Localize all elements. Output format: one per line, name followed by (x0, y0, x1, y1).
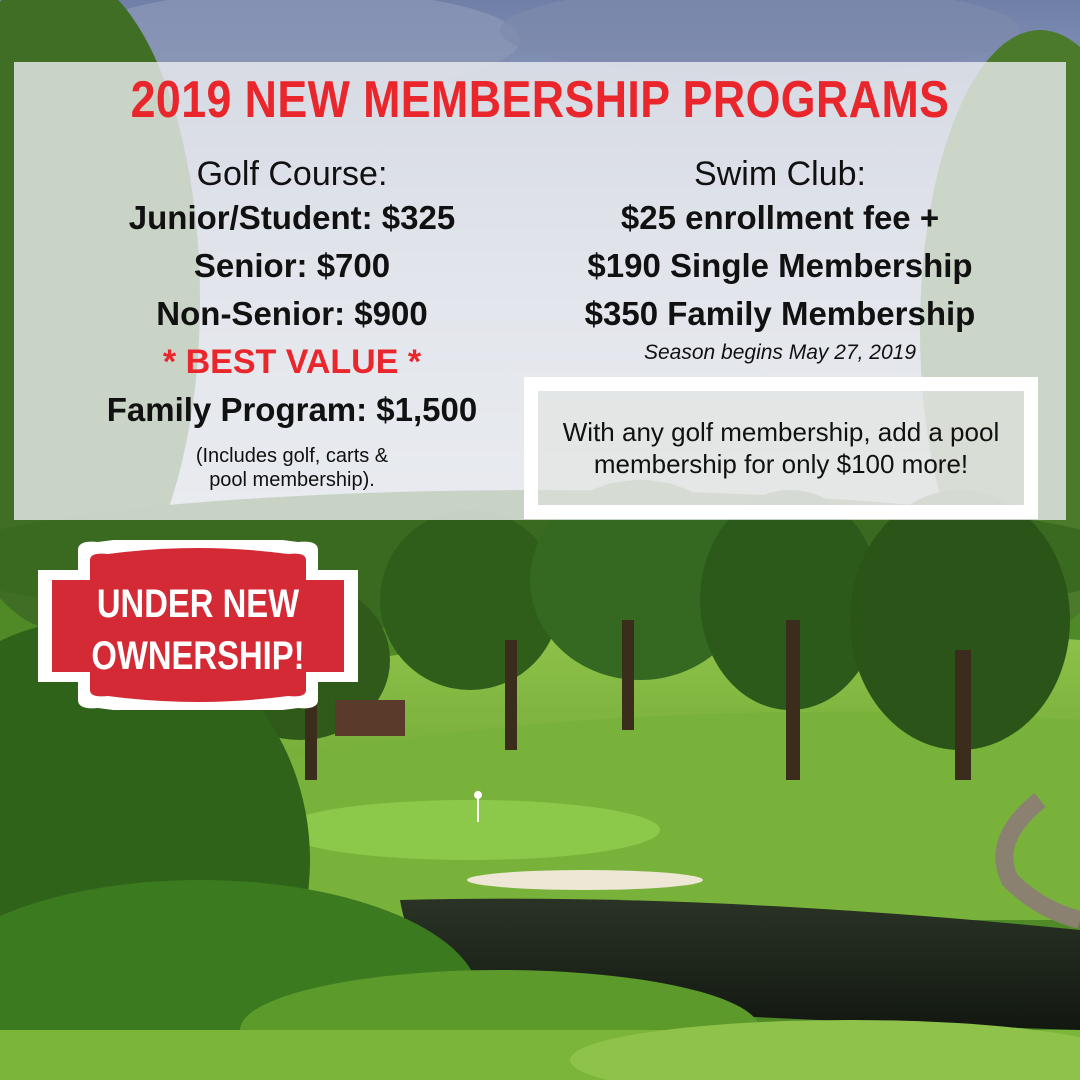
membership-panel (14, 62, 1066, 520)
family-note-line-2: pool membership). (209, 469, 375, 491)
family-note-line-1: (Includes golf, carts & (195, 445, 389, 467)
family-program-note (42, 444, 542, 492)
golf-heading: Golf Course: (196, 155, 388, 193)
junior-price: Junior/Student: $325 (128, 199, 456, 236)
badge-line-2: OWNERSHIP! (91, 634, 305, 678)
golf-course-column (42, 154, 542, 492)
page-title: 2019 NEW MEMBERSHIP PROGRAMS (130, 71, 950, 129)
single-membership-price: $190 Single Membership (587, 247, 973, 284)
badge-line-1: UNDER NEW (96, 582, 300, 626)
pool-addon-text: With any golf membership, add a pool membership for only $100 more! (562, 417, 1000, 479)
non-senior-price: Non-Senior: $900 (156, 295, 428, 332)
best-value-label: * BEST VALUE * (162, 343, 422, 381)
family-membership-price: $350 Family Membership (584, 295, 976, 332)
swim-heading: Swim Club: (694, 155, 866, 193)
pool-addon-box (524, 377, 1038, 519)
enrollment-fee: $25 enrollment fee + (620, 199, 940, 236)
swim-club-column (520, 154, 1040, 368)
badge-label (67, 578, 329, 682)
senior-price: Senior: $700 (193, 247, 391, 284)
family-program-price: Family Program: $1,500 (106, 391, 478, 428)
season-start: Season begins May 27, 2019 (643, 341, 917, 364)
